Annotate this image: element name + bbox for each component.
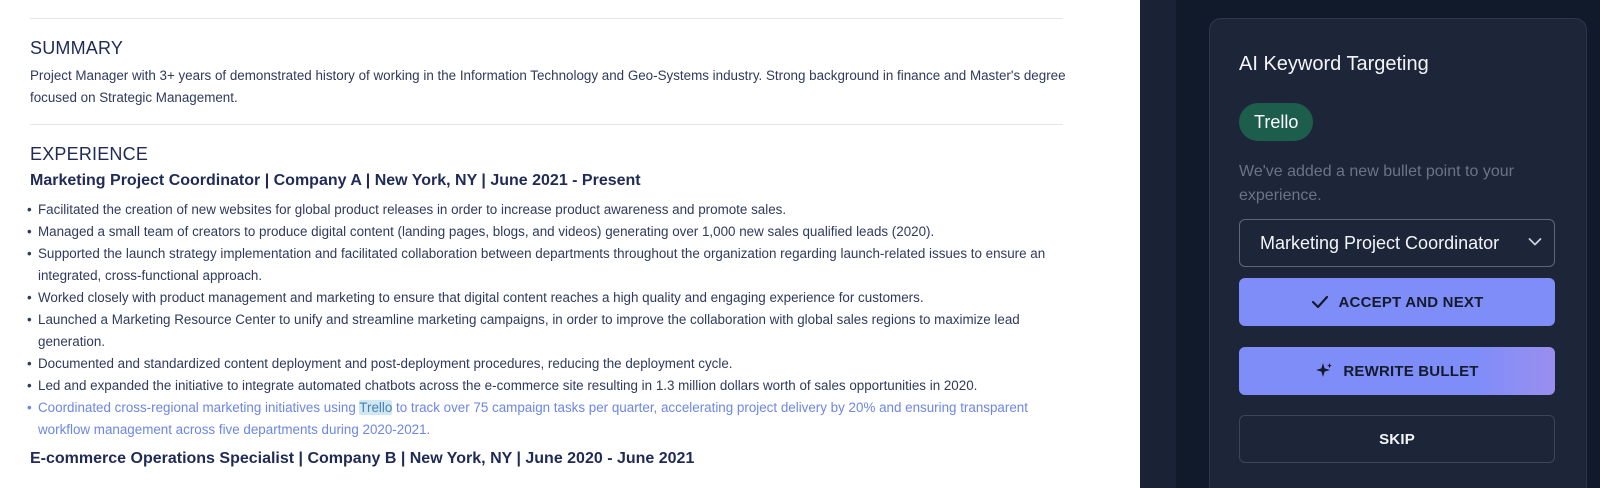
skip-label: SKIP (1379, 430, 1415, 448)
rewrite-bullet-button[interactable] (1239, 347, 1555, 395)
bullet-item[interactable]: • Worked closely with product management and marketing to ensure that digital content reaches a high quality and engaging experience for customers. (26, 287, 1071, 309)
job-1-bullets (26, 199, 1071, 441)
panel-title: AI Keyword Targeting (1239, 53, 1429, 75)
experience-heading: EXPERIENCE (30, 144, 149, 164)
section-divider (30, 18, 1063, 19)
job-select-value: Marketing Project Coordinator (1260, 233, 1500, 253)
ai-keyword-card (1209, 18, 1587, 488)
new-bullet-item[interactable] (26, 397, 1071, 441)
bullet-item[interactable]: • Launched a Marketing Resource Center to unify and streamline marketing campaigns, in order to improve the collaboration with global sales regions to maximize lead generation. (26, 309, 1071, 353)
sparkle-icon (1315, 362, 1333, 380)
job-title-1[interactable]: Marketing Project Coordinator | Company A | New York, NY | June 2021 - Present (30, 172, 641, 189)
bullet-item[interactable]: • Managed a small team of creators to produce digital content (landing pages, blogs, and videos) generating over 1,000 new sales qualified leads (2020). (26, 221, 1071, 243)
job-title-2[interactable]: E-commerce Operations Specialist | Company B | New York, NY | June 2020 - June 2021 (30, 450, 695, 467)
rewrite-bullet-label: REWRITE BULLET (1343, 362, 1479, 380)
bullet-item[interactable]: • Supported the launch strategy implementation and facilitated collaboration between departments throughout the organization regarding launch-related issues to ensure an integrated, cross-functional approach. (26, 243, 1071, 287)
chevron-down-icon (1528, 237, 1542, 247)
skip-button[interactable] (1239, 415, 1555, 463)
bullet-item[interactable]: • Led and expanded the initiative to integrate automated chatbots across the e-commerce site resulting in 1.3 million dollars worth of sales opportunities in 2020. (26, 375, 1071, 397)
section-divider (30, 124, 1063, 125)
panel-message: We've added a new bullet point to your experience. (1239, 163, 1514, 204)
accept-and-next-label: ACCEPT AND NEXT (1338, 293, 1484, 311)
keyword-highlight: Trello (359, 400, 393, 415)
bullet-item[interactable]: • Facilitated the creation of new websites for global product releases in order to increase product awareness and promote sales. (26, 199, 1071, 221)
new-bullet-text-before: Coordinated cross-regional marketing initiatives using (38, 400, 360, 415)
job-select-dropdown[interactable] (1239, 219, 1555, 267)
summary-heading: SUMMARY (30, 38, 124, 58)
bullet-item[interactable]: • Documented and standardized content deployment and post-deployment procedures, reducing the deployment cycle. (26, 353, 1071, 375)
keyword-chip: Trello (1239, 103, 1313, 141)
accept-and-next-button[interactable] (1239, 278, 1555, 326)
summary-text: Project Manager with 3+ years of demonstrated history of working in the Information Technology and Geo-Systems industry. Strong background in finance and Master's degree focused on Strategic Management. (30, 68, 1066, 105)
panel-side-strip (1140, 0, 1176, 488)
new-bullet-text-after: to track over 75 campaign tasks per quarter, accelerating project delivery by 20% and ensuring transparent workflow management across five departments during 2020-2021. (38, 400, 1028, 437)
check-icon (1311, 295, 1329, 309)
